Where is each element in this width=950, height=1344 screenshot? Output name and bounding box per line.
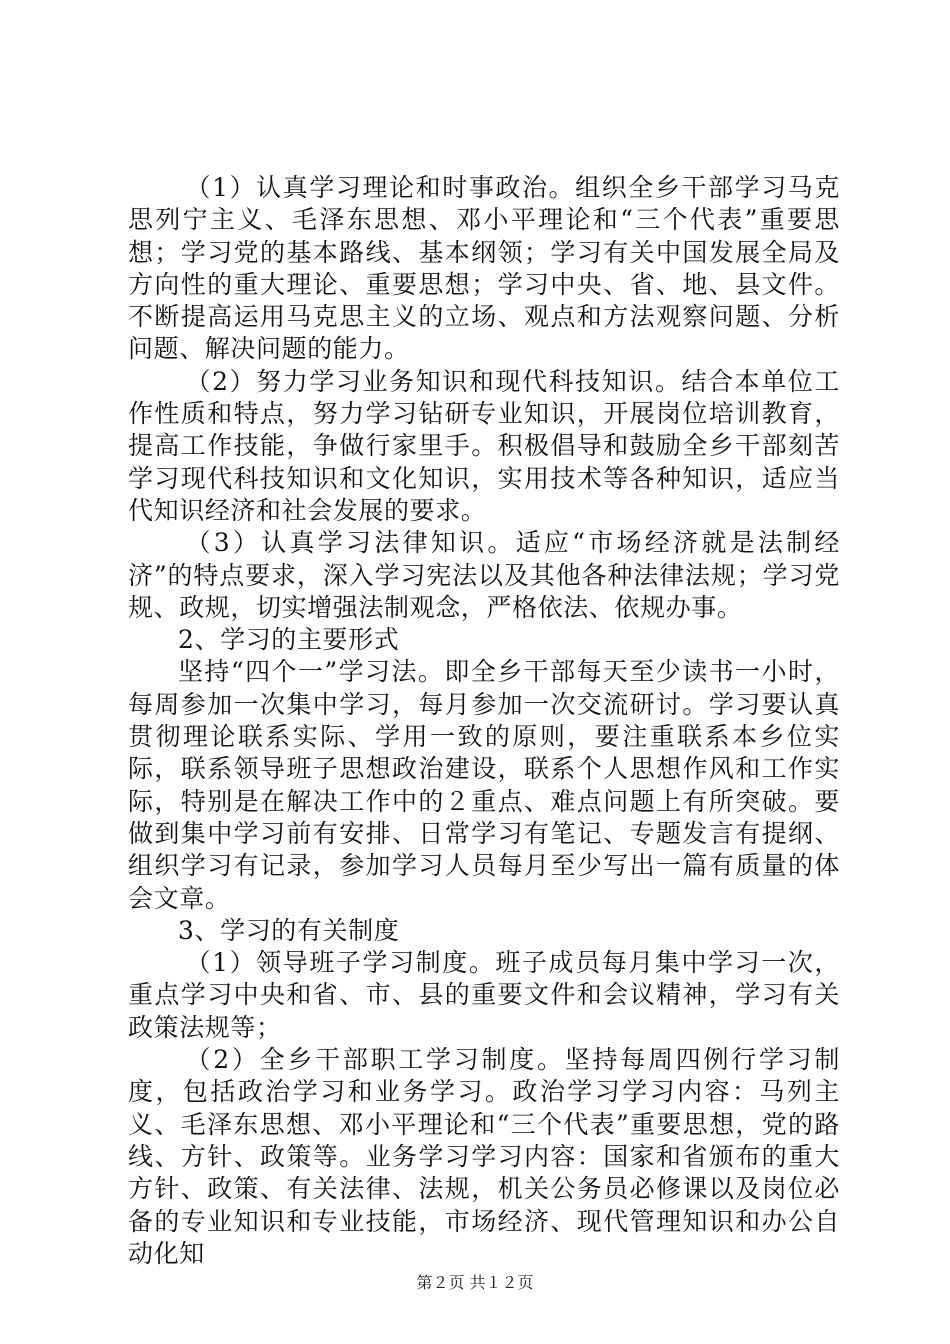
paragraph-staff-study: （2）全乡干部职工学习制度。坚持每周四例行学习制度，包括政治学习和业务学习。政治学习学习内容：马列主义、毛泽东思想、邓小平理论和“三个代表”重要思想，党的路线、方针、政策等。业务学习学习内容：国家和省颁布的重大方针、政策、有关法律、法规，机关公务员必修课以及岗位必备的专业知识和专业技能，市场经济、现代管理知识和办公自动化知 — [128, 1045, 840, 1268]
page-number-footer: 第２页 共１２页 — [416, 1273, 534, 1292]
paragraph-study-theory: （1）认真学习理论和时事政治。组织全乡干部学习马克思列宁主义、毛泽东思想、邓小平理论和“三个代表”重要思想；学习党的基本路线、基本纲领；学习有关中国发展全局及方向性的重大理论、重要思想；学习中央、省、地、县文件。不断提高运用马克思主义的立场、观点和方法观察问题、分析问题、解决问题的能力。 — [128, 173, 840, 364]
heading-study-forms: 2、学习的主要形式 — [178, 625, 400, 655]
document-body — [128, 172, 840, 1270]
paragraph-leadership-study: （1）领导班子学习制度。班子成员每月集中学习一次，重点学习中央和省、市、县的重要文件和会议精神，学习有关政策法规等； — [128, 948, 840, 1042]
paragraph-study-business: （2）努力学习业务知识和现代科技知识。结合本单位工作性质和特点，努力学习钻研专业知识，开展岗位培训教育，提高工作技能，争做行家里手。积极倡导和鼓励全乡干部刻苦学习现代科技知识和文化知识，实用技术等各种知识，适应当代知识经济和社会发展的要求。 — [128, 366, 840, 525]
paragraph-study-law: （3）认真学习法律知识。适应“市场经济就是法制经济”的特点要求，深入学习宪法以及其他各种法律法规；学习党规、政规，切实增强法制观念，严格依法、依规办事。 — [128, 528, 840, 622]
heading-study-system: 3、学习的有关制度 — [178, 915, 400, 945]
paragraph-four-ones: 坚持“四个一”学习法。即全乡干部每天至少读书一小时，每周参加一次集中学习，每月参加一次交流研讨。学习要认真贯彻理论联系实际、学用一致的原则，要注重联系本乡位实际，联系领导班子思想政治建设，联系个人思想作风和工作实际，特别是在解决工作中的２重点、难点问题上有所突破。要做到集中学习前有安排、日常学习有笔记、专题发言有提纲、组织学习有记录，参加学习人员每月至少写出一篇有质量的体会文章。 — [128, 657, 840, 913]
